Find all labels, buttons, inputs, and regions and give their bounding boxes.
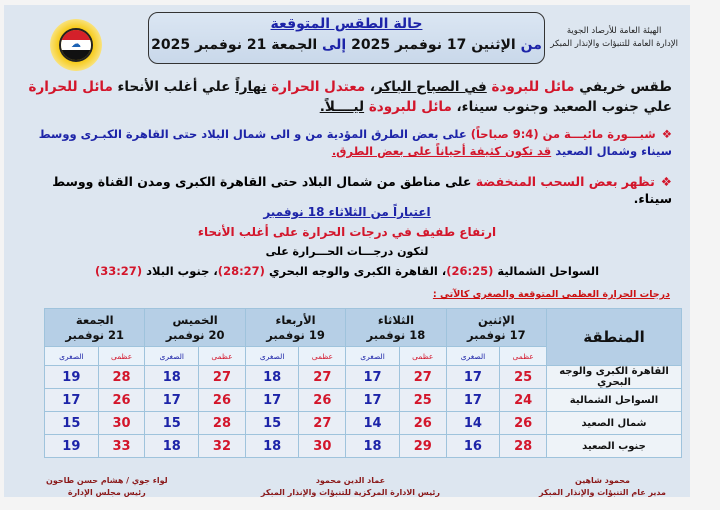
max-label: عظمى [299, 347, 346, 366]
text: في الصباح الباكر [375, 79, 487, 95]
day-date: 19 نوفمبر [266, 327, 325, 342]
from-label: من [520, 37, 542, 53]
outlook-line [4, 264, 690, 278]
min-temp-cell: 17 [346, 366, 400, 389]
max-temp-cell: 27 [299, 412, 346, 435]
max-temp-cell: 29 [399, 435, 446, 458]
max-temp-cell: 26 [199, 389, 246, 412]
max-label: عظمى [500, 347, 547, 366]
min-temp-cell: 17 [346, 389, 400, 412]
max-temp-cell: 30 [299, 435, 346, 458]
outlook-intro: لتكون درجـــات الحـــرارة على [265, 245, 429, 258]
min-temp-cell: 17 [245, 389, 299, 412]
page-title: حالة الطقس المتوقعة [270, 16, 423, 32]
meteorological-authority-logo: ☁ [50, 19, 102, 71]
max-temp-cell: 25 [399, 389, 446, 412]
diamond-bullet-icon: ❖ [661, 127, 672, 141]
text: مائل للحرارة [28, 79, 113, 95]
min-temp-cell: 15 [145, 412, 199, 435]
max-temp-cell: 28 [98, 366, 145, 389]
min-temp-cell: 19 [45, 366, 99, 389]
max-temp-cell: 27 [299, 366, 346, 389]
clouds-bullet [18, 173, 672, 207]
text: تظهر بعض السحب المنخفضة [475, 174, 655, 189]
text: على مناطق من شمال البلاد حتى القاهرة الكبرى ومدن القناة ووسط سيناء. [52, 174, 672, 206]
text: مائل للبرودة [491, 79, 575, 95]
max-temp-cell: 33 [98, 435, 145, 458]
day-date: 17 نوفمبر [466, 327, 526, 342]
signature-3 [46, 475, 168, 499]
title-box [148, 12, 545, 64]
text: مائل للبرودة [368, 99, 452, 115]
day-header [45, 309, 145, 347]
agency-name [550, 25, 678, 51]
text: علي جنوب الصعيد وجنوب سيناء، [451, 99, 672, 115]
signer-name: لواء جوي / هشام حسن طاحون [46, 476, 168, 485]
signer-name: عماد الدين محمود [315, 476, 386, 485]
min-temp-cell: 17 [45, 389, 99, 412]
min-temp-cell: 15 [45, 412, 99, 435]
table-row [45, 366, 682, 389]
region-name: شمال الصعيد [547, 412, 682, 435]
min-temp-cell: 18 [346, 435, 400, 458]
max-label: عظمى [98, 347, 145, 366]
day-date: 20 نوفمبر [165, 327, 225, 342]
min-label: الصغرى [245, 347, 299, 366]
min-label: الصغرى [446, 347, 500, 366]
to-label: إلى [322, 37, 347, 53]
text: (33:27) [94, 264, 143, 278]
range-start: الإثنين 17 نوفمبر 2025 [346, 37, 521, 53]
region-name: القاهرة الكبرى والوجه البحري [547, 366, 682, 389]
table-row [45, 435, 682, 458]
max-temp-cell: 30 [98, 412, 145, 435]
day-name: الثلاثاء [377, 312, 415, 327]
signer-title: مدير عام التنبؤات والإنذار المبكر [538, 488, 666, 497]
region-header: المنطقة [547, 309, 682, 366]
text: على بعض الطرق المؤدية من و الى شمال البلاد حتى القاهرة الكبـرى ووسط سيناء وشمال الصعيد [38, 127, 672, 158]
signer-name: محمود شاهين [575, 476, 630, 485]
min-temp-cell: 18 [145, 435, 199, 458]
text: علي أغلب الأنحاء [112, 79, 236, 95]
min-temp-cell: 18 [145, 366, 199, 389]
signature-1 [539, 475, 666, 499]
max-temp-cell: 27 [399, 366, 446, 389]
text: شبـــورة مائيـــة من (9:4 صباحاً) [470, 127, 656, 141]
region-name: السواحل الشمالية [547, 389, 682, 412]
min-label: الصغرى [346, 347, 400, 366]
min-temp-cell: 14 [346, 412, 400, 435]
date-range [149, 37, 544, 53]
min-label: الصغرى [145, 347, 199, 366]
max-temp-cell: 26 [98, 389, 145, 412]
forecast-document [4, 5, 690, 497]
text: (28:27) [217, 264, 265, 278]
min-temp-cell: 17 [446, 389, 500, 412]
text: طقس خريفي [574, 79, 672, 95]
min-temp-cell: 18 [245, 435, 299, 458]
max-temp-cell: 25 [500, 366, 547, 389]
fog-bullet [18, 126, 672, 160]
agency-line2: الإدارة العامة للتنبؤات والإنذار المبكر [550, 39, 678, 49]
min-temp-cell: 15 [245, 412, 299, 435]
signer-title: رئيس الادارة المركزية للتنبؤات والإنذار المبكر [260, 488, 440, 497]
day-header [346, 309, 446, 347]
text: ، [365, 79, 376, 95]
day-header [245, 309, 345, 347]
min-temp-cell: 16 [446, 435, 500, 458]
table-row [45, 389, 682, 412]
text: ، جنوب البلاد [142, 264, 218, 278]
text: نهاراً [235, 79, 267, 95]
min-label: الصغرى [45, 347, 99, 366]
outlook-trend: ارتفاع طفيف في درجات الحرارة على أغلب الأنحاء [197, 225, 497, 239]
table-caption: درجات الحرارة العظمى المتوقعة والصغرى كالآتي : [432, 289, 670, 300]
temperature-table [44, 308, 682, 458]
max-temp-cell: 24 [500, 389, 547, 412]
day-header [145, 309, 245, 347]
max-temp-cell: 26 [299, 389, 346, 412]
day-name: الجمعة [75, 312, 114, 327]
table-row [45, 412, 682, 435]
min-temp-cell: 17 [446, 366, 500, 389]
outlook-heading: اعتباراً من الثلاثاء 18 نوفمبر [263, 205, 431, 219]
summary-paragraph [18, 77, 672, 117]
signature-2 [261, 475, 440, 499]
diamond-bullet-icon: ❖ [660, 174, 672, 189]
max-temp-cell: 32 [199, 435, 246, 458]
text: السواحل الشمالية [493, 264, 600, 278]
max-temp-cell: 28 [199, 412, 246, 435]
max-temp-cell: 28 [500, 435, 547, 458]
text: ليــــلاً. [319, 99, 365, 115]
region-name: جنوب الصعيد [547, 435, 682, 458]
min-temp-cell: 19 [45, 435, 99, 458]
day-date: 21 نوفمبر [65, 327, 125, 342]
range-end: الجمعة 21 نوفمبر 2025 [151, 37, 322, 53]
signer-title: رئيس مجلس الإدارة [67, 488, 146, 497]
day-name: الإثنين [478, 312, 515, 327]
day-header [446, 309, 546, 347]
text: ، القاهرة الكبرى والوجه البحري [264, 264, 447, 278]
text: (26:25) [446, 264, 494, 278]
min-temp-cell: 14 [446, 412, 500, 435]
max-label: عظمى [199, 347, 246, 366]
max-label: عظمى [399, 347, 446, 366]
agency-line1: الهيئة العامة للأرصاد الجوية [566, 26, 662, 36]
min-temp-cell: 17 [145, 389, 199, 412]
min-temp-cell: 18 [245, 366, 299, 389]
max-temp-cell: 26 [500, 412, 547, 435]
day-date: 18 نوفمبر [366, 327, 426, 342]
max-temp-cell: 27 [199, 366, 246, 389]
day-name: الخميس [172, 312, 218, 327]
max-temp-cell: 26 [399, 412, 446, 435]
text: قد تكون كثيفة أحياناً على بعض الطرق. [331, 144, 552, 158]
text: معتدل الحرارة [271, 79, 366, 95]
day-name: الأربعاء [275, 312, 316, 327]
